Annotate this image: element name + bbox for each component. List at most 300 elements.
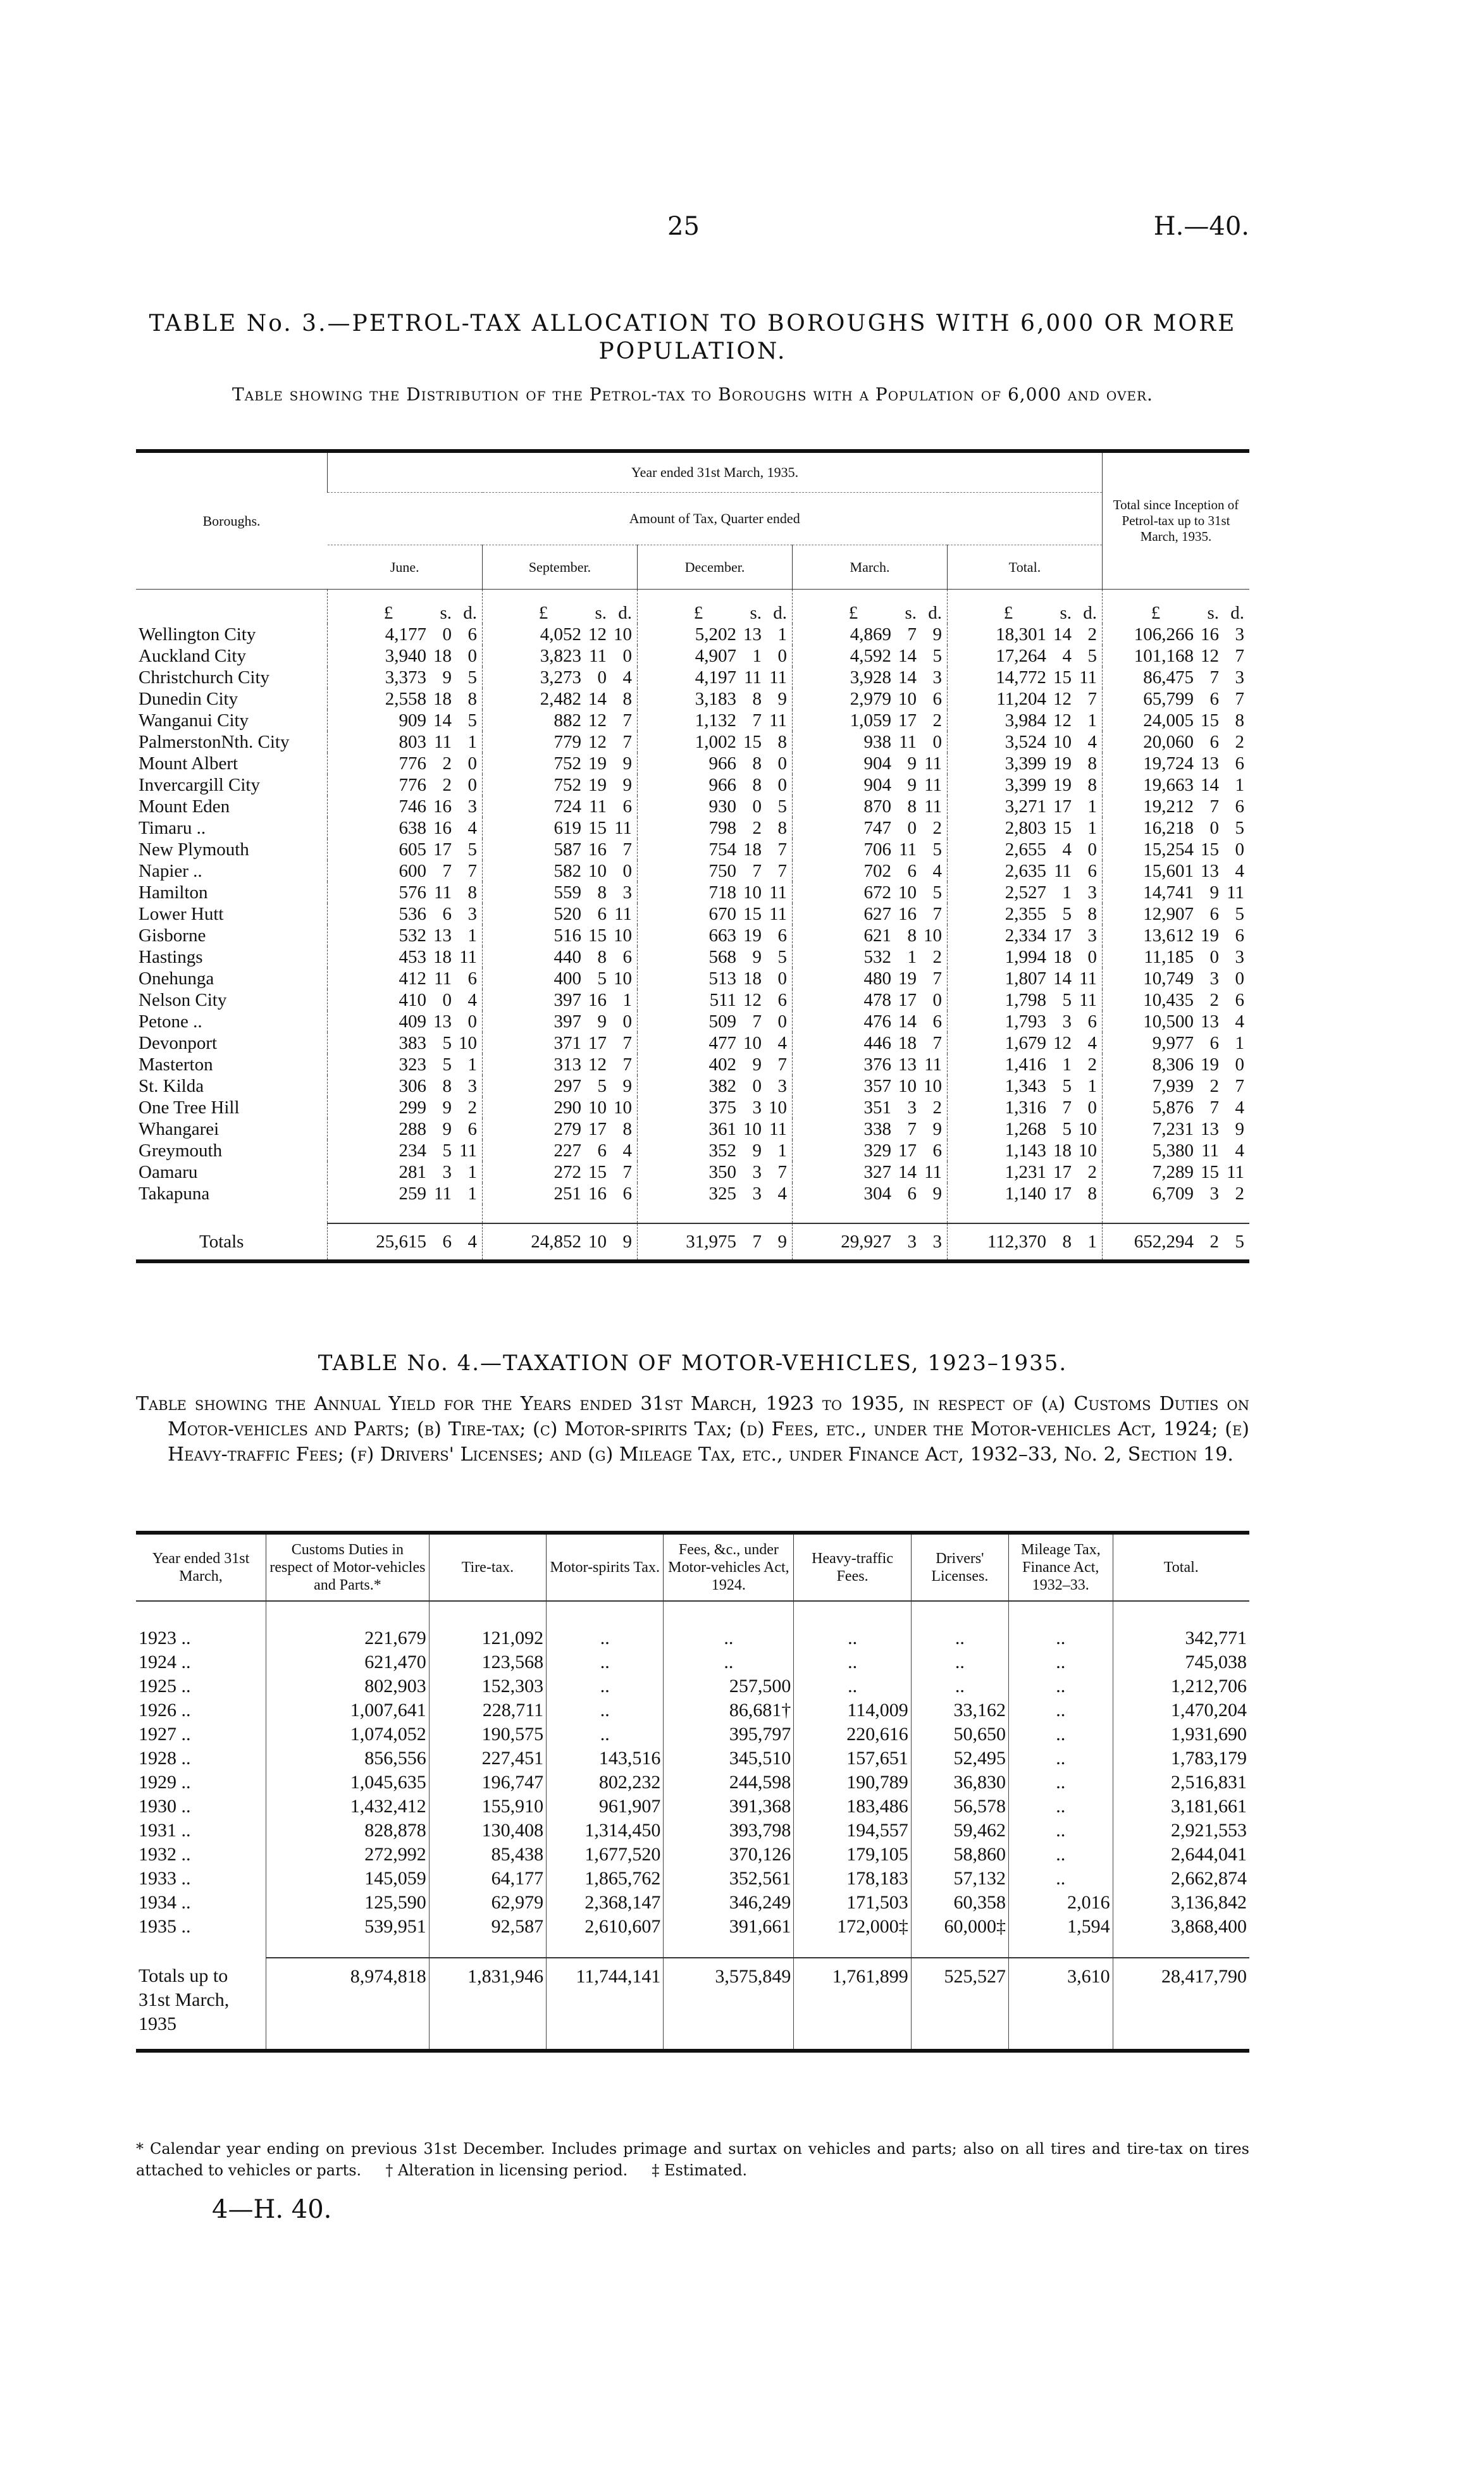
value-cell: 145,059 bbox=[266, 1867, 430, 1891]
amount-since bbox=[1103, 1075, 1250, 1097]
amount-total bbox=[948, 753, 1103, 774]
table-row bbox=[136, 1867, 1249, 1891]
shillings: 6 bbox=[907, 861, 917, 881]
pounds: 290 bbox=[553, 1097, 581, 1118]
amount-december bbox=[638, 645, 793, 667]
value-cell: 345,510 bbox=[664, 1746, 794, 1771]
col-since-inception: Total since Inception of Petrol-tax up to 31st March, 1935. bbox=[1103, 451, 1250, 590]
amount-march bbox=[793, 1011, 948, 1032]
units-december bbox=[638, 590, 793, 624]
pounds: 746 bbox=[399, 796, 426, 817]
shillings: 0 bbox=[907, 818, 917, 838]
pence: 0 bbox=[1087, 839, 1097, 860]
shillings: 9 bbox=[442, 1119, 452, 1139]
pence: 6 bbox=[467, 1119, 477, 1139]
shillings: 18 bbox=[1053, 947, 1072, 967]
pounds: 6,709 bbox=[1152, 1184, 1194, 1204]
value-cell: .. bbox=[547, 1674, 664, 1698]
amount-since bbox=[1103, 817, 1250, 839]
pence: 1 bbox=[467, 925, 477, 946]
pounds: 227 bbox=[553, 1141, 581, 1161]
shillings: 5 bbox=[1062, 1076, 1072, 1096]
value-cell: .. bbox=[1008, 1626, 1113, 1650]
pounds: 1,231 bbox=[1005, 1162, 1046, 1182]
pounds: 966 bbox=[708, 753, 736, 774]
amount-march bbox=[793, 731, 948, 753]
amount-december bbox=[638, 774, 793, 796]
amount-march bbox=[793, 1075, 948, 1097]
amount-september bbox=[483, 882, 638, 903]
col-march: March. bbox=[793, 545, 948, 590]
shillings: 6 bbox=[1209, 904, 1219, 924]
amount-june bbox=[328, 753, 483, 774]
amount-september bbox=[483, 860, 638, 882]
amount-total bbox=[948, 1054, 1103, 1075]
pence: 4 bbox=[1235, 1141, 1244, 1161]
amount-march bbox=[793, 1097, 948, 1118]
table-row bbox=[136, 1843, 1249, 1867]
amount-december bbox=[638, 688, 793, 710]
pence: 1 bbox=[622, 990, 632, 1010]
value-cell: 802,232 bbox=[547, 1771, 664, 1795]
pence: 0 bbox=[932, 732, 942, 752]
value-cell: 85,438 bbox=[429, 1843, 546, 1867]
pounds: 621 bbox=[863, 925, 891, 946]
table-row bbox=[136, 1011, 1249, 1032]
pounds: 1,793 bbox=[1005, 1011, 1046, 1032]
pounds: 3,928 bbox=[850, 667, 891, 688]
pence: 10 bbox=[614, 624, 632, 645]
value-cell: 3,181,661 bbox=[1113, 1795, 1249, 1819]
value-cell: 58,860 bbox=[911, 1843, 1008, 1867]
amount-september bbox=[483, 946, 638, 968]
pence: 9 bbox=[777, 1232, 787, 1252]
pounds: 532 bbox=[399, 925, 426, 946]
table-row bbox=[136, 796, 1249, 817]
value-cell: 52,495 bbox=[911, 1746, 1008, 1771]
pence: 2 bbox=[1087, 1054, 1097, 1075]
table-row bbox=[136, 1097, 1249, 1118]
pounds: 304 bbox=[863, 1184, 891, 1204]
pence: 11 bbox=[1227, 1162, 1244, 1182]
pounds: 350 bbox=[708, 1162, 736, 1182]
shillings: 14 bbox=[1053, 624, 1072, 645]
shillings: 13 bbox=[898, 1054, 917, 1075]
pounds: 904 bbox=[863, 753, 891, 774]
borough-name: St. Kilda bbox=[139, 1076, 204, 1096]
value-cell: 342,771 bbox=[1113, 1626, 1249, 1650]
pounds: 477 bbox=[708, 1033, 736, 1053]
amount-total bbox=[948, 1097, 1103, 1118]
amount-march bbox=[793, 817, 948, 839]
pence: 6 bbox=[777, 925, 787, 946]
total-value: 3,575,849 bbox=[664, 1958, 794, 2051]
pounds: 299 bbox=[399, 1097, 426, 1118]
amount-since bbox=[1103, 796, 1250, 817]
pence: 4 bbox=[1235, 861, 1244, 881]
unit-label: £ bbox=[538, 603, 548, 623]
pence: 4 bbox=[1087, 1033, 1097, 1053]
pence: 1 bbox=[1087, 796, 1097, 817]
amount-total bbox=[948, 817, 1103, 839]
shillings: 12 bbox=[588, 710, 607, 731]
value-cell: 152,303 bbox=[429, 1674, 546, 1698]
pounds: 1,268 bbox=[1005, 1119, 1046, 1139]
shillings: 6 bbox=[442, 1232, 452, 1252]
year-cell: 1924 .. bbox=[139, 1652, 191, 1672]
amount-june bbox=[328, 1054, 483, 1075]
shillings: 13 bbox=[743, 624, 762, 645]
value-cell: 178,183 bbox=[794, 1867, 911, 1891]
value-cell: 228,711 bbox=[429, 1698, 546, 1722]
pounds: 382 bbox=[708, 1076, 736, 1096]
pounds: 19,212 bbox=[1143, 796, 1194, 817]
pence: 8 bbox=[622, 689, 632, 709]
shillings: 7 bbox=[1062, 1097, 1072, 1118]
pence: 10 bbox=[614, 925, 632, 946]
shillings: 9 bbox=[442, 1097, 452, 1118]
shillings: 14 bbox=[898, 667, 917, 688]
borough-name: Mount Albert bbox=[139, 753, 238, 774]
value-cell: 157,651 bbox=[794, 1746, 911, 1771]
amount-september bbox=[483, 796, 638, 817]
pence: 10 bbox=[614, 968, 632, 989]
pence: 9 bbox=[1235, 1119, 1244, 1139]
pence: 1 bbox=[467, 1184, 477, 1204]
amount-june bbox=[328, 946, 483, 968]
value-cell: 745,038 bbox=[1113, 1650, 1249, 1674]
shillings: 10 bbox=[743, 882, 762, 903]
pounds: 281 bbox=[399, 1162, 426, 1182]
shillings: 13 bbox=[1201, 1011, 1219, 1032]
shillings: 11 bbox=[434, 1184, 452, 1204]
shillings: 13 bbox=[1201, 753, 1219, 774]
value-cell: .. bbox=[794, 1674, 911, 1698]
pence: 4 bbox=[1235, 1011, 1244, 1032]
pence: 5 bbox=[467, 667, 477, 688]
amount-december bbox=[638, 753, 793, 774]
shillings: 16 bbox=[588, 839, 607, 860]
pounds: 18,301 bbox=[996, 624, 1046, 645]
pence: 7 bbox=[622, 732, 632, 752]
pence: 0 bbox=[777, 775, 787, 795]
pence: 2 bbox=[932, 818, 942, 838]
col-header: Drivers' Licenses. bbox=[911, 1533, 1008, 1601]
shillings: 17 bbox=[1053, 1184, 1072, 1204]
amount-september bbox=[483, 817, 638, 839]
amount-since bbox=[1103, 1032, 1250, 1054]
pounds: 930 bbox=[708, 796, 736, 817]
value-cell: .. bbox=[1008, 1650, 1113, 1674]
pounds: 453 bbox=[399, 947, 426, 967]
pence: 11 bbox=[1079, 990, 1097, 1010]
shillings: 7 bbox=[752, 1232, 762, 1252]
value-cell: .. bbox=[664, 1626, 794, 1650]
amount-march bbox=[793, 839, 948, 860]
pence: 2 bbox=[932, 947, 942, 967]
amount-september bbox=[483, 1118, 638, 1140]
units-march bbox=[793, 590, 948, 624]
borough-name: Onehunga bbox=[139, 968, 214, 989]
unit-label: s. bbox=[440, 603, 452, 623]
pounds: 325 bbox=[708, 1184, 736, 1204]
shillings: 0 bbox=[752, 796, 762, 817]
value-cell: 86,681† bbox=[664, 1698, 794, 1722]
totals-row bbox=[136, 1223, 1249, 1261]
borough-name: Invercargill City bbox=[139, 775, 260, 795]
shillings: 11 bbox=[1201, 1141, 1219, 1161]
shillings: 14 bbox=[1201, 775, 1219, 795]
shillings: 10 bbox=[588, 1097, 607, 1118]
amount-march bbox=[793, 645, 948, 667]
pence: 6 bbox=[1087, 1011, 1097, 1032]
year-cell: 1923 .. bbox=[139, 1628, 191, 1648]
shillings: 3 bbox=[907, 1097, 917, 1118]
value-cell: .. bbox=[1008, 1795, 1113, 1819]
shillings: 17 bbox=[1053, 796, 1072, 817]
pounds: 410 bbox=[399, 990, 426, 1010]
shillings: 7 bbox=[1209, 1097, 1219, 1118]
table-row bbox=[136, 882, 1249, 903]
pence: 10 bbox=[1079, 1119, 1097, 1139]
table-row bbox=[136, 645, 1249, 667]
pounds: 5,876 bbox=[1152, 1097, 1194, 1118]
pence: 10 bbox=[459, 1033, 477, 1053]
pounds: 4,592 bbox=[850, 646, 891, 666]
amount-june bbox=[328, 1097, 483, 1118]
unit-label: d. bbox=[1083, 603, 1097, 623]
pence: 11 bbox=[924, 753, 942, 774]
total-total bbox=[948, 1223, 1103, 1261]
shillings: 5 bbox=[597, 1076, 607, 1096]
shillings: 12 bbox=[1053, 689, 1072, 709]
footnote-star: * Calendar year ending on previous 31st December. Includes primage and surtax on vehicles and parts; also on all tires and tire-tax on tires attached to vehicles or parts. bbox=[136, 2140, 1249, 2179]
pounds: 15,601 bbox=[1143, 861, 1194, 881]
shillings: 12 bbox=[588, 732, 607, 752]
pounds: 446 bbox=[863, 1033, 891, 1053]
pounds: 14,772 bbox=[996, 667, 1046, 688]
amount-total bbox=[948, 774, 1103, 796]
table-row bbox=[136, 839, 1249, 860]
shillings: 7 bbox=[1209, 667, 1219, 688]
shillings: 18 bbox=[743, 839, 762, 860]
amount-september bbox=[483, 1032, 638, 1054]
shillings: 9 bbox=[907, 775, 917, 795]
pounds: 13,612 bbox=[1143, 925, 1194, 946]
year-cell: 1932 .. bbox=[139, 1844, 191, 1865]
amount-total bbox=[948, 1118, 1103, 1140]
value-cell: .. bbox=[911, 1674, 1008, 1698]
pounds: 582 bbox=[553, 861, 581, 881]
pence: 0 bbox=[1087, 947, 1097, 967]
shillings: 10 bbox=[898, 689, 917, 709]
borough-name: Dunedin City bbox=[139, 689, 238, 709]
shillings: 10 bbox=[588, 861, 607, 881]
amount-june bbox=[328, 903, 483, 925]
value-cell: 621,470 bbox=[266, 1650, 430, 1674]
value-cell: 391,661 bbox=[664, 1915, 794, 1939]
total-value: 28,417,790 bbox=[1113, 1958, 1249, 2051]
shillings: 3 bbox=[907, 1232, 917, 1252]
shillings: 16 bbox=[588, 1184, 607, 1204]
pence: 11 bbox=[769, 904, 787, 924]
pence: 3 bbox=[622, 882, 632, 903]
pence: 6 bbox=[777, 990, 787, 1010]
pounds: 351 bbox=[863, 1097, 891, 1118]
amount-december bbox=[638, 1011, 793, 1032]
amount-september bbox=[483, 839, 638, 860]
value-cell: .. bbox=[664, 1650, 794, 1674]
amount-since bbox=[1103, 753, 1250, 774]
shillings: 17 bbox=[588, 1119, 607, 1139]
shillings: 10 bbox=[1053, 732, 1072, 752]
pence: 5 bbox=[932, 646, 942, 666]
pounds: 327 bbox=[863, 1162, 891, 1182]
pounds: 966 bbox=[708, 775, 736, 795]
pounds: 752 bbox=[553, 775, 581, 795]
amount-december bbox=[638, 1118, 793, 1140]
shillings: 0 bbox=[442, 990, 452, 1010]
value-cell: 221,679 bbox=[266, 1626, 430, 1650]
shillings: 16 bbox=[433, 796, 452, 817]
pounds: 306 bbox=[399, 1076, 426, 1096]
pounds: 1,343 bbox=[1005, 1076, 1046, 1096]
pounds: 509 bbox=[708, 1011, 736, 1032]
pence: 11 bbox=[1079, 968, 1097, 989]
pounds: 779 bbox=[553, 732, 581, 752]
borough-name: Masterton bbox=[139, 1054, 213, 1075]
shillings: 3 bbox=[1209, 1184, 1219, 1204]
pounds: 882 bbox=[553, 710, 581, 731]
borough-name: Wanganui City bbox=[139, 710, 249, 731]
pence: 3 bbox=[1235, 667, 1244, 688]
table-row bbox=[136, 1746, 1249, 1771]
shillings: 0 bbox=[1209, 818, 1219, 838]
pence: 4 bbox=[1235, 1097, 1244, 1118]
pounds: 870 bbox=[863, 796, 891, 817]
col-header: Customs Duties in respect of Motor-vehicles and Parts.* bbox=[266, 1533, 430, 1601]
pounds: 3,823 bbox=[540, 646, 581, 666]
pounds: 3,271 bbox=[1005, 796, 1046, 817]
amount-total bbox=[948, 645, 1103, 667]
shillings: 18 bbox=[433, 947, 452, 967]
shillings: 8 bbox=[442, 1076, 452, 1096]
amount-since bbox=[1103, 860, 1250, 882]
shillings: 0 bbox=[442, 624, 452, 645]
value-cell: 179,105 bbox=[794, 1843, 911, 1867]
value-cell: 2,644,041 bbox=[1113, 1843, 1249, 1867]
pounds: 798 bbox=[708, 818, 736, 838]
pence: 9 bbox=[622, 1076, 632, 1096]
pounds: 397 bbox=[553, 1011, 581, 1032]
value-cell: 183,486 bbox=[794, 1795, 911, 1819]
pounds: 1,059 bbox=[850, 710, 891, 731]
shillings: 11 bbox=[899, 732, 917, 752]
shillings: 15 bbox=[1201, 1162, 1219, 1182]
pence: 0 bbox=[1235, 1054, 1244, 1075]
unit-label: s. bbox=[1060, 603, 1072, 623]
amount-since bbox=[1103, 839, 1250, 860]
amount-september bbox=[483, 645, 638, 667]
shillings: 5 bbox=[442, 1054, 452, 1075]
pence: 8 bbox=[1087, 753, 1097, 774]
value-cell: 961,907 bbox=[547, 1795, 664, 1819]
amount-june bbox=[328, 1161, 483, 1183]
value-cell: 60,358 bbox=[911, 1891, 1008, 1915]
amount-march bbox=[793, 796, 948, 817]
value-cell: 2,662,874 bbox=[1113, 1867, 1249, 1891]
shillings: 19 bbox=[588, 775, 607, 795]
shillings: 9 bbox=[752, 947, 762, 967]
total-value: 3,610 bbox=[1008, 1958, 1113, 2051]
pence: 4 bbox=[622, 667, 632, 688]
pence: 1 bbox=[777, 624, 787, 645]
pence: 8 bbox=[622, 1119, 632, 1139]
value-cell: .. bbox=[547, 1626, 664, 1650]
total-since bbox=[1103, 1223, 1250, 1261]
pence: 7 bbox=[467, 861, 477, 881]
amount-june bbox=[328, 989, 483, 1011]
amount-total bbox=[948, 688, 1103, 710]
value-cell: 171,503 bbox=[794, 1891, 911, 1915]
table-row bbox=[136, 1118, 1249, 1140]
value-cell: 1,931,690 bbox=[1113, 1722, 1249, 1746]
pence: 11 bbox=[614, 904, 632, 924]
shillings: 9 bbox=[907, 753, 917, 774]
pounds: 4,197 bbox=[695, 667, 736, 688]
amount-september bbox=[483, 1097, 638, 1118]
shillings: 11 bbox=[434, 882, 452, 903]
shillings: 5 bbox=[1062, 1119, 1072, 1139]
pence: 8 bbox=[1087, 904, 1097, 924]
shillings: 13 bbox=[1201, 861, 1219, 881]
year-cell: 1935 .. bbox=[139, 1916, 191, 1937]
shillings: 18 bbox=[898, 1033, 917, 1053]
pounds: 8,306 bbox=[1152, 1054, 1194, 1075]
amount-since bbox=[1103, 946, 1250, 968]
unit-label: £ bbox=[693, 603, 703, 623]
pence: 0 bbox=[467, 646, 477, 666]
value-cell: .. bbox=[547, 1650, 664, 1674]
shillings: 2 bbox=[1209, 990, 1219, 1010]
value-cell: .. bbox=[1008, 1843, 1113, 1867]
amount-march bbox=[793, 1183, 948, 1204]
total-value: 11,744,141 bbox=[547, 1958, 664, 2051]
pence: 9 bbox=[932, 1119, 942, 1139]
amount-december bbox=[638, 1032, 793, 1054]
value-cell: 50,650 bbox=[911, 1722, 1008, 1746]
pounds: 440 bbox=[553, 947, 581, 967]
amount-december bbox=[638, 903, 793, 925]
shillings: 8 bbox=[752, 775, 762, 795]
table-row bbox=[136, 989, 1249, 1011]
table-row bbox=[136, 1140, 1249, 1161]
value-cell: 1,677,520 bbox=[547, 1843, 664, 1867]
year-cell: 1931 .. bbox=[139, 1820, 191, 1841]
amount-march bbox=[793, 1054, 948, 1075]
shillings: 17 bbox=[1053, 1162, 1072, 1182]
pounds: 361 bbox=[708, 1119, 736, 1139]
pence: 0 bbox=[1235, 839, 1244, 860]
pounds: 272 bbox=[553, 1162, 581, 1182]
pounds: 86,475 bbox=[1143, 667, 1194, 688]
shillings: 5 bbox=[1062, 904, 1072, 924]
pounds: 750 bbox=[708, 861, 736, 881]
shillings: 10 bbox=[743, 1033, 762, 1053]
totals-separator bbox=[136, 1204, 1249, 1223]
shillings: 15 bbox=[743, 904, 762, 924]
pounds: 19,724 bbox=[1143, 753, 1194, 774]
